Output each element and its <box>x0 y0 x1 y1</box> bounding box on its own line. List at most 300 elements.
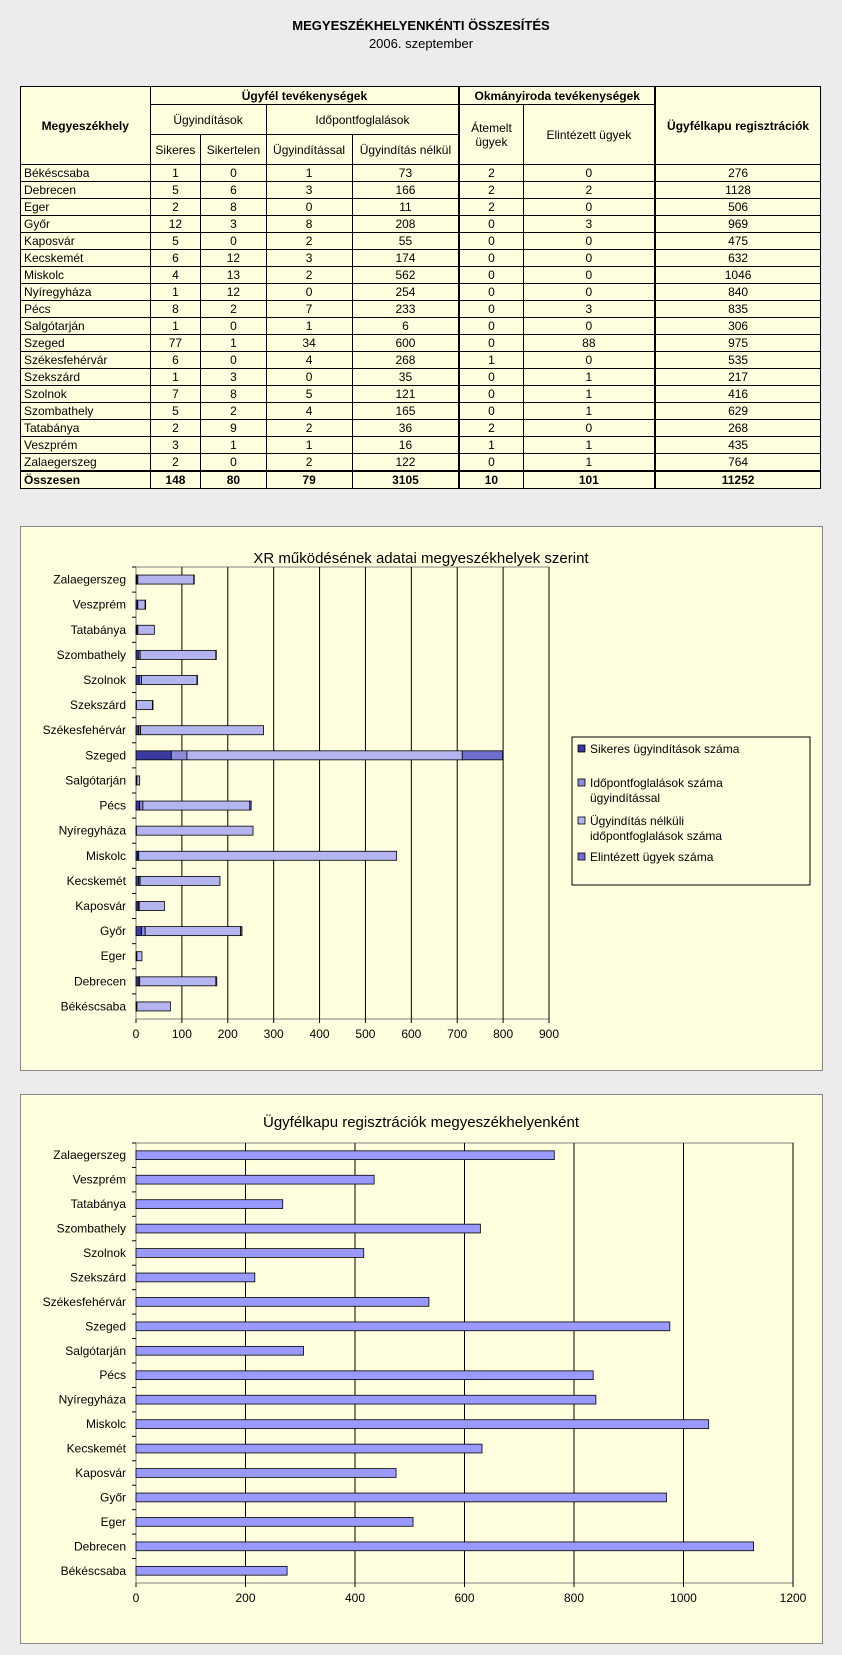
cell-atemelt: 0 <box>459 284 523 301</box>
category-label: Győr <box>99 1490 126 1505</box>
cell-sikeres: 5 <box>150 233 201 250</box>
bar <box>136 801 140 810</box>
cell-ugyinditas-nelkul: 73 <box>352 165 459 182</box>
cell-sikertelen: 0 <box>201 352 266 369</box>
category-label: Eger <box>100 949 126 964</box>
table-row <box>21 369 821 386</box>
cell-ugyfelkapu: 435 <box>655 437 820 454</box>
bar <box>142 675 198 684</box>
cell-ugyinditassal: 1 <box>266 318 352 335</box>
bar <box>138 600 145 609</box>
cell-atemelt: 0 <box>459 301 523 318</box>
col-sikeres: Sikeres <box>150 135 201 165</box>
cell-sikeres: 148 <box>150 471 201 489</box>
bar <box>141 726 264 735</box>
table-row <box>21 182 821 199</box>
chart-panel-xr <box>20 526 823 1071</box>
bar <box>136 726 139 735</box>
category-label: Kecskemét <box>66 873 126 888</box>
table-row <box>21 284 821 301</box>
cell-ugyinditassal: 7 <box>266 301 352 318</box>
cell-atemelt: 0 <box>459 318 523 335</box>
cell-ugyinditassal: 34 <box>266 335 352 352</box>
cell-megyeszekhely: Tatabánya <box>21 420 151 437</box>
cell-ugyfelkapu: 416 <box>655 386 820 403</box>
bar <box>137 1002 170 1011</box>
col-sikertelen: Sikertelen <box>201 135 266 165</box>
bar <box>145 927 240 936</box>
bar <box>136 1346 304 1355</box>
table-row <box>21 335 821 352</box>
cell-atemelt: 0 <box>459 233 523 250</box>
cell-sikertelen: 6 <box>201 182 266 199</box>
table-row <box>21 165 821 182</box>
cell-sikertelen: 8 <box>201 199 266 216</box>
x-tick-label: 600 <box>454 1591 475 1605</box>
cell-megyeszekhely: Salgótarján <box>21 318 151 335</box>
cell-megyeszekhely: Szekszárd <box>21 369 151 386</box>
cell-megyeszekhely: Miskolc <box>21 267 151 284</box>
cell-atemelt: 1 <box>459 352 523 369</box>
x-tick-label: 0 <box>132 1591 140 1605</box>
cell-sikertelen: 2 <box>201 301 266 318</box>
cell-ugyinditassal: 3 <box>266 250 352 267</box>
category-label: Zalaegerszeg <box>53 1148 126 1163</box>
category-label: Pécs <box>99 1368 126 1383</box>
category-label: Kecskemét <box>66 1441 126 1456</box>
ugyfelkapu-chart <box>21 1095 822 1643</box>
cell-sikeres: 8 <box>150 301 201 318</box>
bar <box>216 977 217 986</box>
cell-megyeszekhely: Eger <box>21 199 151 216</box>
cell-sikertelen: 2 <box>201 403 266 420</box>
cell-megyeszekhely: Zalaegerszeg <box>21 454 151 472</box>
bar <box>136 1224 480 1233</box>
cell-ugyinditas-nelkul: 3105 <box>352 471 459 489</box>
table-row <box>21 386 821 403</box>
page-title: MEGYESZÉKHELYENKÉNTI ÖSSZESÍTÉS <box>292 18 550 33</box>
cell-sikertelen: 0 <box>201 454 266 472</box>
bar <box>136 1200 283 1209</box>
cell-elintezett: 1 <box>523 369 655 386</box>
cell-sikeres: 5 <box>150 403 201 420</box>
cell-ugyinditas-nelkul: 121 <box>352 386 459 403</box>
cell-sikeres: 1 <box>150 369 201 386</box>
cell-atemelt: 0 <box>459 335 523 352</box>
cell-ugyinditassal: 0 <box>266 369 352 386</box>
category-label: Szolnok <box>83 1246 126 1260</box>
table-row <box>21 352 821 369</box>
legend-swatch <box>578 745 585 752</box>
cell-atemelt: 10 <box>459 471 523 489</box>
cell-ugyinditassal: 4 <box>266 403 352 420</box>
cell-sikeres: 6 <box>150 250 201 267</box>
bar <box>136 1249 364 1258</box>
cell-sikertelen: 3 <box>201 369 266 386</box>
cell-elintezett: 3 <box>523 301 655 318</box>
cell-sikertelen: 3 <box>201 216 266 233</box>
col-ugyinditassal: Ügyindítással <box>266 135 352 165</box>
bar <box>136 1444 482 1453</box>
bar <box>136 1322 670 1331</box>
category-label: Szombathely <box>56 1221 126 1236</box>
page-subtitle: 2006. szeptember <box>368 36 474 51</box>
x-tick-label: 600 <box>401 1027 422 1041</box>
table-row <box>21 437 821 454</box>
category-label: Eger <box>100 1514 126 1529</box>
category-label: Zalaegerszeg <box>53 572 126 587</box>
bar <box>136 1493 667 1502</box>
bar <box>136 1420 709 1429</box>
cell-ugyfelkapu: 835 <box>655 301 820 318</box>
cell-atemelt: 0 <box>459 403 523 420</box>
bar <box>136 701 152 710</box>
summary-table <box>20 86 821 489</box>
bar <box>187 751 462 760</box>
x-tick-label: 200 <box>235 1591 256 1605</box>
category-label: Szekszárd <box>69 1270 126 1285</box>
cell-sikeres: 1 <box>150 284 201 301</box>
legend-swatch <box>578 817 585 824</box>
cell-atemelt: 0 <box>459 369 523 386</box>
cell-megyeszekhely: Szombathely <box>21 403 151 420</box>
cell-sikeres: 5 <box>150 182 201 199</box>
x-tick-label: 500 <box>355 1027 376 1041</box>
bar <box>139 851 397 860</box>
cell-atemelt: 1 <box>459 437 523 454</box>
chart-title: XR működésének adatai megyeszékhelyek szerint <box>253 550 589 567</box>
cell-sikertelen: 9 <box>201 420 266 437</box>
group-okmany: Okmányiroda tevékenységek <box>459 87 655 105</box>
x-tick-label: 400 <box>344 1591 366 1605</box>
cell-sikertelen: 12 <box>201 250 266 267</box>
cell-ugyfelkapu: 969 <box>655 216 820 233</box>
bar <box>250 801 251 810</box>
cell-ugyinditassal: 2 <box>266 420 352 437</box>
category-label: Tatabánya <box>70 1197 126 1212</box>
bar <box>136 1371 593 1380</box>
bar <box>138 575 194 584</box>
cell-megyeszekhely: Kecskemét <box>21 250 151 267</box>
cell-atemelt: 0 <box>459 267 523 284</box>
category-label: Szombathely <box>56 647 126 662</box>
bar <box>462 751 502 760</box>
cell-elintezett: 0 <box>523 199 655 216</box>
cell-sikeres: 77 <box>150 335 201 352</box>
x-tick-label: 0 <box>132 1027 140 1041</box>
x-tick-label: 800 <box>493 1027 514 1041</box>
bar <box>140 977 216 986</box>
bar <box>143 801 250 810</box>
cell-sikertelen: 8 <box>201 386 266 403</box>
cell-sikeres: 2 <box>150 454 201 472</box>
cell-atemelt: 2 <box>459 182 523 199</box>
chart-title: Ügyfélkapu regisztrációk megyeszékhelyenként <box>263 1114 579 1131</box>
cell-ugyfelkapu: 1046 <box>655 267 820 284</box>
cell-ugyinditas-nelkul: 55 <box>352 233 459 250</box>
cell-sikertelen: 13 <box>201 267 266 284</box>
cell-ugyinditas-nelkul: 11 <box>352 199 459 216</box>
table-row <box>21 250 821 267</box>
cell-ugyfelkapu: 840 <box>655 284 820 301</box>
cell-sikeres: 2 <box>150 420 201 437</box>
bar <box>140 876 220 885</box>
cell-ugyinditassal: 2 <box>266 233 352 250</box>
cell-ugyinditas-nelkul: 600 <box>352 335 459 352</box>
cell-elintezett: 1 <box>523 386 655 403</box>
cell-elintezett: 0 <box>523 284 655 301</box>
cell-elintezett: 0 <box>523 165 655 182</box>
cell-atemelt: 0 <box>459 386 523 403</box>
x-tick-label: 200 <box>217 1027 238 1041</box>
cell-elintezett: 88 <box>523 335 655 352</box>
cell-ugyfelkapu: 276 <box>655 165 820 182</box>
cell-ugyfelkapu: 764 <box>655 454 820 472</box>
bar <box>136 1273 255 1282</box>
category-label: Székesfehérvár <box>42 1294 126 1309</box>
table-row <box>21 301 821 318</box>
bar <box>139 901 164 910</box>
cell-atemelt: 2 <box>459 199 523 216</box>
cell-ugyinditassal: 0 <box>266 199 352 216</box>
cell-ugyfelkapu: 306 <box>655 318 820 335</box>
cell-sikeres: 1 <box>150 165 201 182</box>
category-label: Békéscsaba <box>60 1563 126 1578</box>
category-label: Miskolc <box>85 848 126 863</box>
x-tick-label: 1200 <box>779 1591 807 1605</box>
cell-atemelt: 2 <box>459 420 523 437</box>
bar <box>171 751 187 760</box>
cell-ugyfelkapu: 975 <box>655 335 820 352</box>
cell-megyeszekhely: Szolnok <box>21 386 151 403</box>
legend-label: Elintézett ügyek száma <box>590 850 714 864</box>
cell-elintezett: 0 <box>523 250 655 267</box>
cell-ugyinditas-nelkul: 35 <box>352 369 459 386</box>
x-tick-label: 900 <box>538 1027 560 1041</box>
cell-elintezett: 0 <box>523 267 655 284</box>
table-row <box>21 267 821 284</box>
category-label: Veszprém <box>72 1172 126 1187</box>
bar <box>137 776 140 785</box>
cell-sikeres: 6 <box>150 352 201 369</box>
cell-ugyinditassal: 0 <box>266 284 352 301</box>
col-ugyinditas-nelkul: Ügyindítás nélkül <box>352 135 459 165</box>
bar <box>241 927 242 936</box>
table-row <box>21 318 821 335</box>
cell-ugyinditassal: 1 <box>266 165 352 182</box>
col-elintezett: Elintézett ügyek <box>523 105 655 165</box>
table-row <box>21 403 821 420</box>
legend-label: Időpontfoglalások száma ügyindítással <box>590 776 723 805</box>
bar <box>140 801 143 810</box>
bar <box>136 927 142 936</box>
x-tick-label: 100 <box>171 1027 192 1041</box>
cell-ugyinditas-nelkul: 174 <box>352 250 459 267</box>
cell-ugyinditassal: 1 <box>266 437 352 454</box>
sub-idopontfoglalasok: Időpontfoglalások <box>266 105 459 135</box>
cell-sikeres: 1 <box>150 318 201 335</box>
category-label: Veszprém <box>72 597 126 612</box>
cell-atemelt: 2 <box>459 165 523 182</box>
cell-ugyinditassal: 4 <box>266 352 352 369</box>
cell-atemelt: 0 <box>459 250 523 267</box>
cell-ugyfelkapu: 629 <box>655 403 820 420</box>
x-tick-label: 800 <box>563 1591 585 1605</box>
legend-swatch <box>578 779 585 786</box>
table-row <box>21 420 821 437</box>
cell-elintezett: 0 <box>523 318 655 335</box>
cell-elintezett: 1 <box>523 403 655 420</box>
cell-sikertelen: 0 <box>201 318 266 335</box>
table-total-row <box>21 471 821 489</box>
cell-ugyinditas-nelkul: 233 <box>352 301 459 318</box>
group-ugyfel: Ügyfél tevékenységek <box>150 87 459 105</box>
cell-megyeszekhely: Veszprém <box>21 437 151 454</box>
category-label: Szolnok <box>83 673 126 687</box>
cell-ugyinditas-nelkul: 36 <box>352 420 459 437</box>
cell-ugyfelkapu: 268 <box>655 420 820 437</box>
cell-elintezett: 101 <box>523 471 655 489</box>
cell-ugyinditas-nelkul: 166 <box>352 182 459 199</box>
col-ugyfelkapu: Ügyfélkapu regisztrációk <box>655 87 820 165</box>
category-label: Székesfehérvár <box>42 723 126 738</box>
cell-ugyinditassal: 5 <box>266 386 352 403</box>
sub-ugyinditasok: Ügyindítások <box>150 105 266 135</box>
table-row <box>21 454 821 472</box>
bar <box>136 751 171 760</box>
category-label: Pécs <box>99 798 126 813</box>
cell-ugyfelkapu: 1128 <box>655 182 820 199</box>
cell-ugyfelkapu: 217 <box>655 369 820 386</box>
cell-ugyinditassal: 79 <box>266 471 352 489</box>
bar <box>136 876 139 885</box>
cell-ugyinditas-nelkul: 6 <box>352 318 459 335</box>
cell-megyeszekhely: Pécs <box>21 301 151 318</box>
legend-label: Ügyindítás nélküli időpontfoglalások száma <box>590 814 723 843</box>
category-label: Győr <box>99 924 126 939</box>
bar <box>136 1395 596 1404</box>
cell-ugyinditas-nelkul: 208 <box>352 216 459 233</box>
legend-label: Sikeres ügyindítások száma <box>590 742 740 756</box>
cell-ugyinditas-nelkul: 268 <box>352 352 459 369</box>
bar <box>138 625 155 634</box>
bar <box>136 675 139 684</box>
cell-elintezett: 1 <box>523 437 655 454</box>
cell-elintezett: 1 <box>523 454 655 472</box>
cell-elintezett: 0 <box>523 233 655 250</box>
cell-ugyfelkapu: 506 <box>655 199 820 216</box>
chart-panel-ugyfelkapu <box>20 1094 823 1644</box>
category-label: Salgótarján <box>65 1343 126 1358</box>
category-label: Nyíregyháza <box>58 1392 126 1407</box>
category-label: Miskolc <box>85 1417 126 1432</box>
cell-ugyfelkapu: 632 <box>655 250 820 267</box>
cell-ugyinditassal: 3 <box>266 182 352 199</box>
cell-sikeres: 3 <box>150 437 201 454</box>
cell-megyeszekhely: Szeged <box>21 335 151 352</box>
category-label: Kaposvár <box>75 1466 126 1480</box>
legend-swatch <box>578 853 585 860</box>
cell-sikertelen: 0 <box>201 165 266 182</box>
cell-elintezett: 2 <box>523 182 655 199</box>
cell-elintezett: 3 <box>523 216 655 233</box>
cell-sikeres: 4 <box>150 267 201 284</box>
category-label: Salgótarján <box>65 773 126 788</box>
cell-sikertelen: 80 <box>201 471 266 489</box>
cell-sikeres: 12 <box>150 216 201 233</box>
bar <box>136 1469 396 1478</box>
category-label: Debrecen <box>73 1539 126 1554</box>
table-row <box>21 199 821 216</box>
cell-ugyinditas-nelkul: 165 <box>352 403 459 420</box>
x-tick-label: 400 <box>309 1027 330 1041</box>
cell-ugyfelkapu: 475 <box>655 233 820 250</box>
bar <box>137 952 142 961</box>
cell-sikeres: 2 <box>150 199 201 216</box>
table-row <box>21 233 821 250</box>
cell-ugyinditas-nelkul: 562 <box>352 267 459 284</box>
cell-elintezett: 0 <box>523 420 655 437</box>
cell-sikertelen: 1 <box>201 437 266 454</box>
cell-megyeszekhely: Nyíregyháza <box>21 284 151 301</box>
bar <box>136 1542 754 1551</box>
cell-sikertelen: 0 <box>201 233 266 250</box>
bar <box>136 1175 374 1184</box>
cell-ugyfelkapu: 535 <box>655 352 820 369</box>
category-label: Tatabánya <box>70 622 126 637</box>
cell-megyeszekhely: Debrecen <box>21 182 151 199</box>
cell-ugyinditassal: 8 <box>266 216 352 233</box>
cell-elintezett: 0 <box>523 352 655 369</box>
bar <box>136 826 253 835</box>
cell-atemelt: 0 <box>459 216 523 233</box>
cell-megyeszekhely: Kaposvár <box>21 233 151 250</box>
cell-megyeszekhely: Székesfehérvár <box>21 352 151 369</box>
category-label: Debrecen <box>73 974 126 989</box>
bar <box>136 1151 554 1160</box>
bar <box>136 1517 413 1526</box>
col-megyeszekhely: Megyeszékhely <box>21 87 151 165</box>
cell-sikertelen: 12 <box>201 284 266 301</box>
cell-megyeszekhely: Összesen <box>21 471 151 489</box>
category-label: Szekszárd <box>69 698 126 713</box>
cell-ugyinditassal: 2 <box>266 267 352 284</box>
cell-sikeres: 7 <box>150 386 201 403</box>
category-label: Kaposvár <box>75 899 126 913</box>
col-atemelt: Átemelt ügyek <box>459 105 523 165</box>
category-label: Szeged <box>85 748 126 763</box>
category-label: Nyíregyháza <box>58 823 126 838</box>
x-tick-label: 1000 <box>670 1591 697 1605</box>
cell-atemelt: 0 <box>459 454 523 472</box>
bar <box>140 650 216 659</box>
category-label: Békéscsaba <box>60 999 126 1014</box>
bar <box>136 1297 429 1306</box>
table-row <box>21 216 821 233</box>
cell-megyeszekhely: Békéscsaba <box>21 165 151 182</box>
bar <box>136 1566 287 1575</box>
plot-area <box>136 567 549 1019</box>
bar <box>142 927 146 936</box>
cell-sikertelen: 1 <box>201 335 266 352</box>
category-label: Szeged <box>85 1319 126 1334</box>
cell-ugyinditas-nelkul: 254 <box>352 284 459 301</box>
x-tick-label: 300 <box>263 1027 284 1041</box>
cell-ugyfelkapu: 11252 <box>655 471 820 489</box>
xr-chart <box>21 527 822 1070</box>
x-tick-label: 700 <box>447 1027 468 1041</box>
cell-ugyinditas-nelkul: 16 <box>352 437 459 454</box>
